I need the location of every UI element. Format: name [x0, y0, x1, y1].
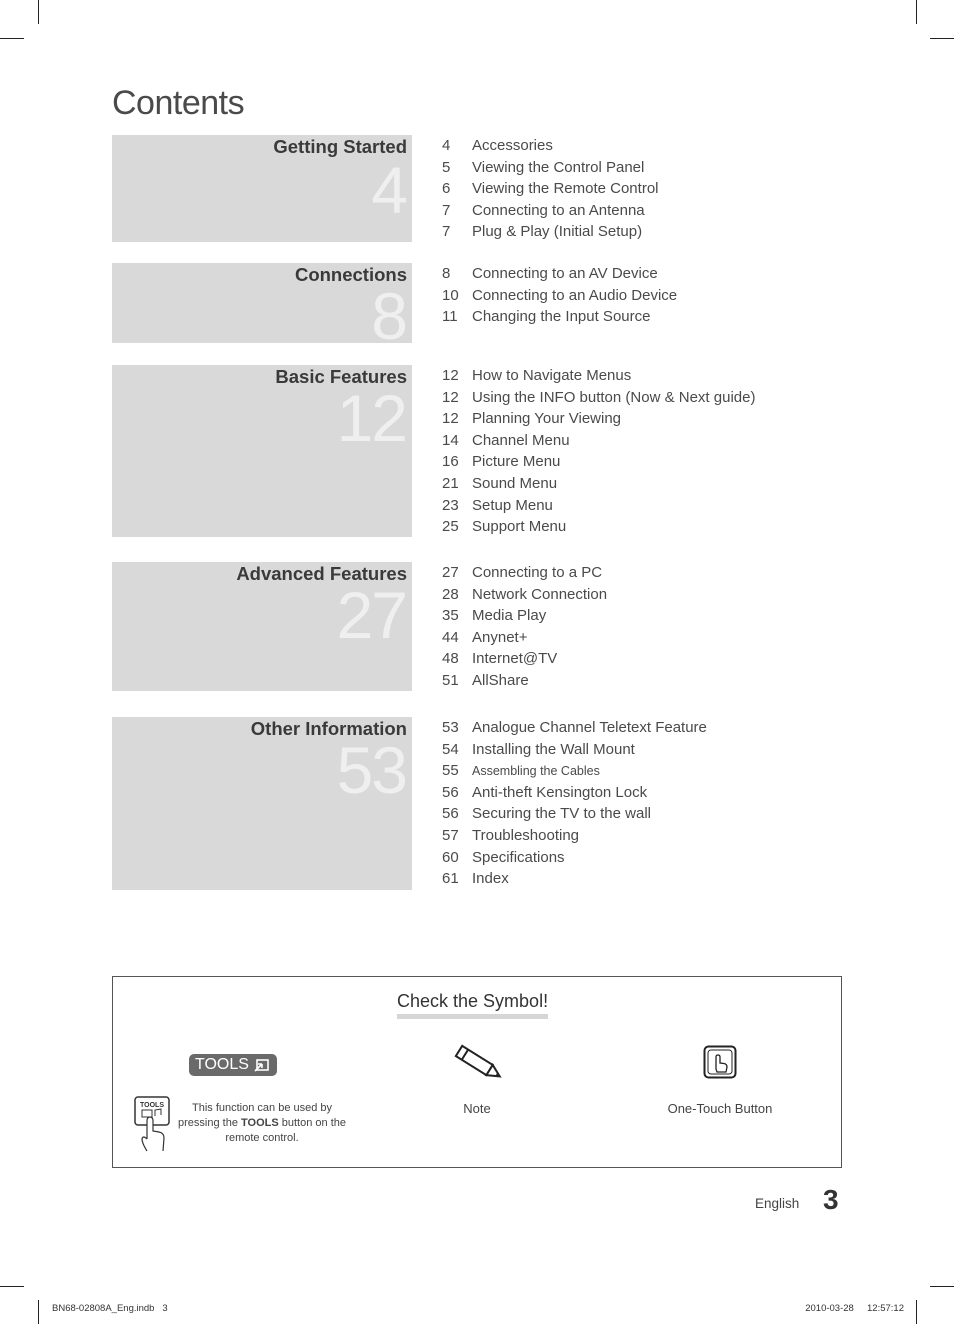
- toc-item[interactable]: 35 Media Play: [442, 607, 547, 625]
- crop-mark: [930, 1286, 954, 1287]
- toc-item[interactable]: 48 Internet@TV: [442, 650, 558, 668]
- toc-item[interactable]: 44 Anynet+: [442, 628, 528, 646]
- toc-item[interactable]: 4 Accessories: [442, 137, 553, 154]
- toc-item[interactable]: 5 Viewing the Control Panel: [442, 158, 645, 176]
- touch-button-icon: [703, 1045, 737, 1084]
- crop-mark: [916, 1300, 917, 1324]
- toc-item[interactable]: 54 Installing the Wall Mount: [442, 740, 635, 758]
- toc-item[interactable]: 7 Connecting to an Antenna: [442, 201, 645, 219]
- toc-list-other-information: [442, 717, 707, 890]
- toc-item[interactable]: 12 Using the INFO button (Now & Next guide): [442, 388, 756, 406]
- tools-badge: [189, 1054, 277, 1076]
- toc-item[interactable]: 6 Viewing the Remote Control: [442, 180, 659, 198]
- toc-item[interactable]: 12 How to Navigate Menus: [442, 367, 632, 384]
- toc-item[interactable]: 21 Sound Menu: [442, 474, 558, 492]
- tools-badge-icon: [254, 1057, 272, 1073]
- tools-badge-label: TOOLS: [195, 1056, 249, 1073]
- pencil-icon: [451, 1043, 505, 1090]
- print-date-slug: 2010-03-28 12:57:12: [805, 1303, 904, 1314]
- toc-item[interactable]: 27 Connecting to a PC: [442, 564, 603, 581]
- toc-list-basic-features: [442, 365, 755, 538]
- touch-caption: One-Touch Button: [667, 1101, 773, 1116]
- toc-list-getting-started: [442, 135, 659, 243]
- section-box-getting-started: [112, 135, 412, 242]
- crop-mark: [0, 38, 24, 39]
- tools-remote-icon: [133, 1095, 173, 1158]
- toc-item[interactable]: 10 Connecting to an Audio Device: [442, 286, 678, 304]
- toc-item[interactable]: 7 Plug & Play (Initial Setup): [442, 223, 643, 241]
- section-title: Getting Started: [273, 136, 407, 157]
- section-title: Connections: [294, 264, 407, 285]
- section-title: Advanced Features: [236, 563, 407, 584]
- section-box-connections: [112, 263, 412, 343]
- crop-mark: [38, 1300, 39, 1324]
- tools-caption: This function can be used by pressing the TOOLS button on the remote control.: [178, 1102, 346, 1144]
- note-caption: Note: [463, 1101, 491, 1116]
- tools-hand-label: TOOLS: [140, 1102, 164, 1109]
- section-number: 53: [336, 733, 406, 807]
- section-title: Basic Features: [275, 366, 407, 387]
- section-box-other-information: [112, 717, 412, 890]
- toc-item[interactable]: 51 AllShare: [442, 671, 529, 689]
- section-number: 12: [336, 381, 406, 455]
- crop-mark: [0, 1286, 24, 1287]
- toc-item[interactable]: 56 Securing the TV to the wall: [442, 805, 651, 823]
- toc-item[interactable]: 23 Setup Menu: [442, 496, 553, 514]
- page-title: Contents: [112, 84, 245, 122]
- toc-list-advanced-features: [442, 562, 607, 692]
- toc-item[interactable]: 53 Analogue Channel Teletext Feature: [442, 719, 707, 736]
- symbol-legend-title: Check the Symbol!: [397, 991, 548, 1019]
- print-file-slug: BN68-02808A_Eng.indb 3: [52, 1303, 168, 1314]
- toc-list-connections: [442, 263, 677, 328]
- footer-page-number: 3: [823, 1184, 839, 1215]
- crop-mark: [930, 38, 954, 39]
- toc-item[interactable]: 11 Changing the Input Source: [442, 308, 651, 326]
- toc-item[interactable]: 60 Specifications: [442, 848, 565, 866]
- toc-item[interactable]: 8 Connecting to an AV Device: [442, 265, 658, 282]
- section-box-advanced-features: [112, 562, 412, 691]
- toc-item[interactable]: 28 Network Connection: [442, 585, 608, 603]
- section-number: 27: [336, 578, 406, 652]
- section-box-basic-features: [112, 365, 412, 537]
- symbol-legend-box: [112, 976, 842, 1168]
- toc-item[interactable]: 16 Picture Menu: [442, 453, 561, 471]
- toc-item[interactable]: 25 Support Menu: [442, 518, 567, 536]
- toc-item[interactable]: 14 Channel Menu: [442, 431, 570, 449]
- toc-item[interactable]: 12 Planning Your Viewing: [442, 410, 622, 428]
- footer-language: English: [755, 1196, 800, 1211]
- crop-mark: [38, 0, 39, 24]
- crop-mark: [916, 0, 917, 24]
- toc-item[interactable]: 55 Assembling the Cables: [442, 762, 600, 780]
- toc-item[interactable]: 61 Index: [442, 870, 509, 888]
- section-number: 4: [371, 153, 406, 227]
- section-number: 8: [371, 279, 406, 343]
- toc-item[interactable]: 56 Anti-theft Kensington Lock: [442, 783, 648, 801]
- toc-item[interactable]: 57 Troubleshooting: [442, 826, 580, 844]
- section-title: Other Information: [250, 718, 407, 739]
